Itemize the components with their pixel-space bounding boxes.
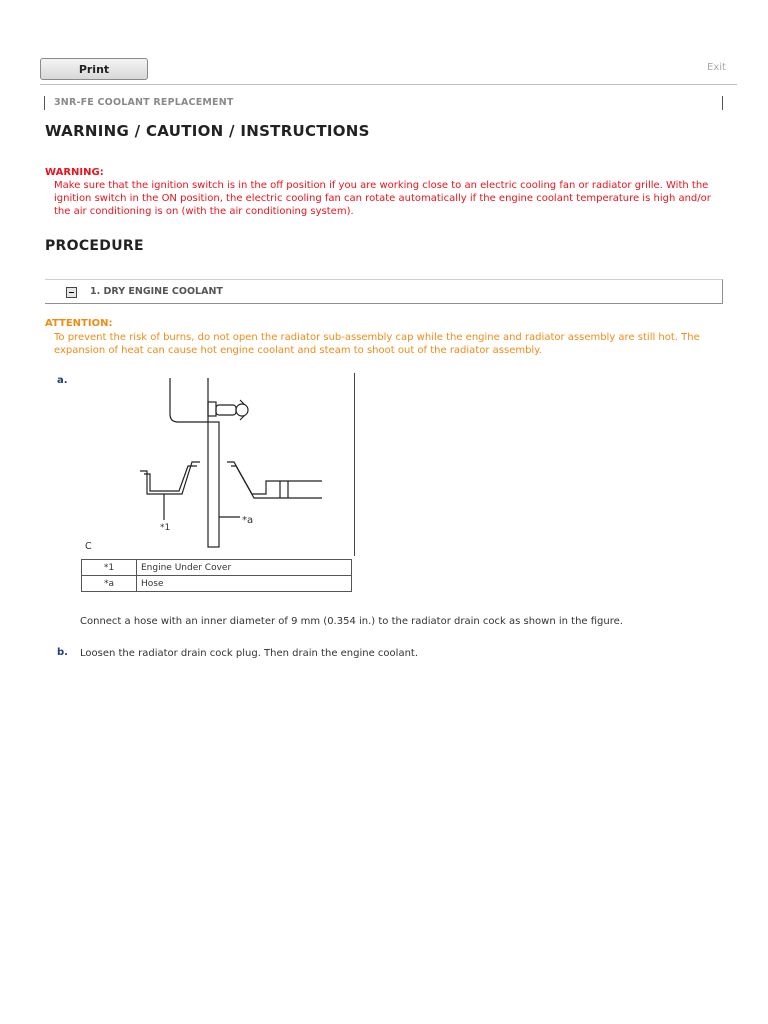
- radiator-tank-outline: [170, 378, 208, 422]
- figure-code: C: [85, 541, 92, 552]
- page-title: WARNING / CAUTION / INSTRUCTIONS: [45, 122, 370, 140]
- legend-key: *1: [82, 560, 137, 576]
- print-button[interactable]: Print: [40, 58, 148, 80]
- warning-title: WARNING:: [45, 167, 104, 178]
- attention-title: ATTENTION:: [45, 318, 113, 329]
- drain-cock-knob: [236, 404, 248, 416]
- breadcrumb-bar-left: [44, 96, 45, 110]
- legend-key: *a: [82, 576, 137, 592]
- procedure-title: PROCEDURE: [45, 238, 144, 254]
- attention-text: To prevent the risk of burns, do not open the radiator sub-assembly cap while the engine and radiator assembly are still hot. The expansion of heat can cause hot engine coolant and steam to shoot out of the radiator assembly.: [54, 332, 700, 356]
- substep-a-text: Connect a hose with an inner diameter of 9 mm (0.354 in.) to the radiator drain cock as shown in the figure.: [80, 616, 623, 627]
- substep-b-text: Loosen the radiator drain cock plug. Then drain the engine coolant.: [80, 648, 419, 659]
- radiator-drain-figure: [130, 378, 326, 552]
- figure-legend-table: [81, 559, 352, 592]
- table-row: [82, 576, 352, 592]
- drain-cock-plug: [216, 405, 236, 415]
- substep-b-label: b.: [57, 647, 68, 658]
- under-cover-right: [227, 462, 322, 494]
- header-divider: [40, 84, 737, 85]
- warning-text: Make sure that the ignition switch is in the off position if you are working close to an electric cooling fan or radiator grille. With the ignition switch in the ON position, the electric cooling fan can rotate automatically if the engine coolant temperature is high and/or the air conditioning is on (with the air conditioning system).: [54, 180, 711, 217]
- callout-a: *a: [242, 515, 254, 526]
- substep-a-label: a.: [57, 375, 68, 386]
- hose-shape: [208, 422, 219, 547]
- collapse-icon[interactable]: [66, 287, 77, 298]
- breadcrumb-bar-right: [722, 96, 723, 110]
- callout-1: *1: [160, 523, 171, 533]
- step-title: 1. DRY ENGINE COOLANT: [90, 286, 223, 297]
- legend-value: Engine Under Cover: [137, 560, 352, 576]
- step-header[interactable]: [45, 279, 723, 304]
- under-cover-left: [140, 462, 200, 494]
- legend-value: Hose: [137, 576, 352, 592]
- table-row: [82, 560, 352, 576]
- exit-link[interactable]: Exit: [707, 62, 726, 73]
- breadcrumb: 3NR-FE COOLANT REPLACEMENT: [54, 97, 234, 108]
- figure-divider: [354, 373, 355, 556]
- drain-cock-body: [208, 402, 216, 416]
